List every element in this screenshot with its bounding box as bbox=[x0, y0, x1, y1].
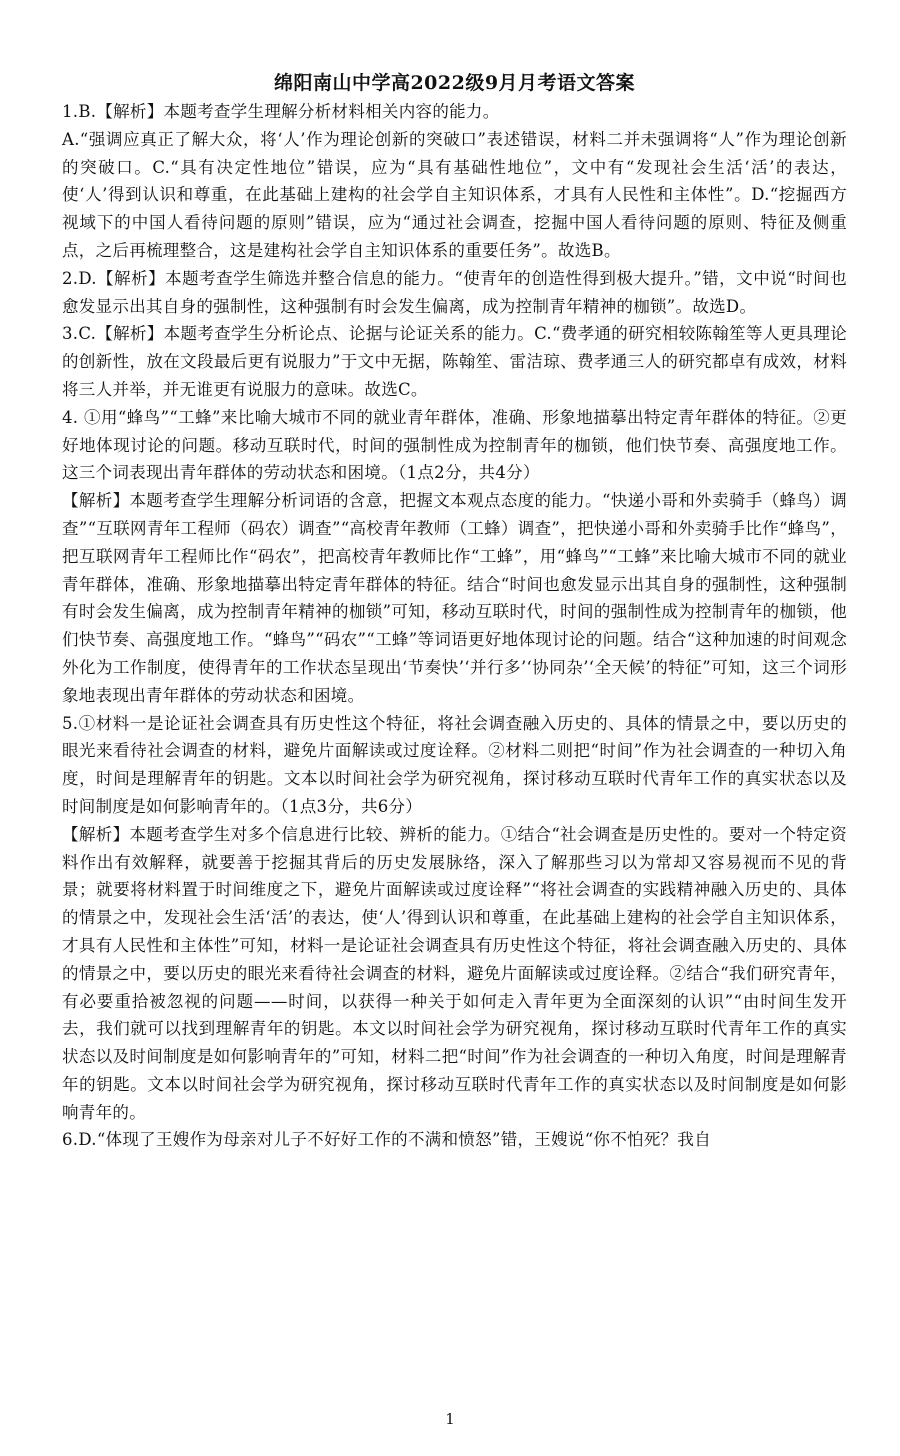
page-number: 1 bbox=[445, 1410, 455, 1428]
answer-6: 6.D.“体现了王嫂作为母亲对儿子不好好工作的不满和愤怒”错，王嫂说“你不怕死？我自 bbox=[62, 1130, 712, 1150]
answer-4-analysis: 【解析】本题考查学生理解分析词语的含意，把握文本观点态度的能力。“快递小哥和外卖骑手（蜂鸟）调查”“互联网青年工程师（码农）调查”“高校青年教师（工蜂）调查”，把快递小哥和外卖骑手比作“蜂鸟”，把互联网青年工程师比作“码农”，把高校青年教师比作“工蜂”，用“蜂鸟”“工蜂”来比喻大城市不同的就业青年群体，准确、形象地描摹出特定青年群体的特征。结合“时间也愈发显示出其自身的强制性，这种强制有时会发生偏离，成为控制青年精神的枷锁”可知，移动互联时代，时间的强制性成为控制青年的枷锁，他们快节奏、高强度地工作。“蜂鸟”“码农”“工蜂”等词语更好地体现讨论的问题。结合“这种加速的时间观念外化为工作制度，使得青年的工作状态呈现出‘节奏快’‘并行多’‘协同杂’‘全天候’的特征”可知，这三个词形象地表现出青年群体的劳动状态和困境。 bbox=[62, 491, 847, 705]
document-page bbox=[62, 70, 847, 1154]
document-title: 绵阳南山中学高2022级9月月考语文答案 bbox=[273, 72, 636, 94]
answer-1-heading: 1.B.【解析】本题考查学生理解分析材料相关内容的能力。 bbox=[62, 102, 500, 121]
answer-4: 4. ①用“蜂鸟”“工蜂”来比喻大城市不同的就业青年群体，准确、形象地描摹出特定青年群体的特征。②更好地体现讨论的问题。移动互联时代，时间的强制性成为控制青年的枷锁，他们快节奏、高强度地工作。这三个词表现出青年群体的劳动状态和困境。（1点2分，共4分） bbox=[62, 407, 847, 483]
answer-3: 3.C.【解析】本题考查学生分析论点、论据与论证关系的能力。C.“费孝通的研究相较陈翰笙等人更具理论的创新性，放在文段最后更有说服力”于文中无据，陈翰笙、雷洁琼、费孝通三人的研究都卓有成效，材料将三人并举，并无谁更有说服力的意味。故选C。 bbox=[62, 324, 847, 399]
answer-2: 2.D.【解析】本题考查学生筛选并整合信息的能力。“使青年的创造性得到极大提升。”错，文中说“时间也愈发显示出其自身的强制性，这种强制有时会发生偏离，成为控制青年精神的枷锁”。故选D。 bbox=[62, 268, 847, 316]
answer-5: 5.①材料一是论证社会调查具有历史性这个特征，将社会调查融入历史的、具体的情景之中，要以历史的眼光来看待社会调查的材料，避免片面解读或过度诠释。②材料二则把“时间”作为社会调查的一种切入角度，时间是理解青年的钥匙。文本以时间社会学为研究视角，探讨移动互联时代青年工作的真实状态以及时间制度是如何影响青年的。（1点3分，共6分） bbox=[62, 713, 847, 816]
answer-1-explanation: A.“强调应真正了解大众，将‘人’作为理论创新的突破口”表述错误，材料二并未强调将“人”作为理论创新的突破口。C.“具有决定性地位”错误，应为“具有基础性地位”，文中有“发现社会生活‘活’的表达，使‘人’得到认识和尊重，在此基础上建构的社会学自主知识体系，才具有人民性和主体性”。D.“挖掘西方视域下的中国人看待问题的原则”错误，应为“通过社会调查，挖掘中国人看待问题的原则、特征及侧重点，之后再梳理整合，这是建构社会学自主知识体系的重要任务”。故选B。 bbox=[62, 129, 847, 260]
answer-5-analysis: 【解析】本题考查学生对多个信息进行比较、辨析的能力。①结合“社会调查是历史性的。要对一个特定资料作出有效解释，就要善于挖掘其背后的历史发展脉络，深入了解那些习以为常却又容易视而不见的背景；就要将材料置于时间维度之下，避免片面解读或过度诠释”“将社会调查的实践精神融入历史的、具体的情景之中，发现社会生活‘活’的表达，使‘人’得到认识和尊重，在此基础上建构的社会学自主知识体系，才具有人民性和主体性”可知，材料一是论证社会调查具有历史性这个特征，将社会调查融入历史的、具体的情景之中，要以历史的眼光来看待社会调查的材料，避免片面解读或过度诠释。②结合“我们研究青年，有必要重拾被忽视的问题——时间，以获得一种关于如何走入青年更为全面深刻的认识”“由时间生发开去，我们就可以找到理解青年的钥匙。本文以时间社会学为研究视角，探讨移动互联时代青年工作的真实状态以及时间制度是如何影响青年的”可知，材料二把“时间”作为社会调查的一种切入角度，时间是理解青年的钥匙。文本以时间社会学为研究视角，探讨移动互联时代青年工作的真实状态以及时间制度是如何影响青年的。 bbox=[62, 824, 847, 1122]
